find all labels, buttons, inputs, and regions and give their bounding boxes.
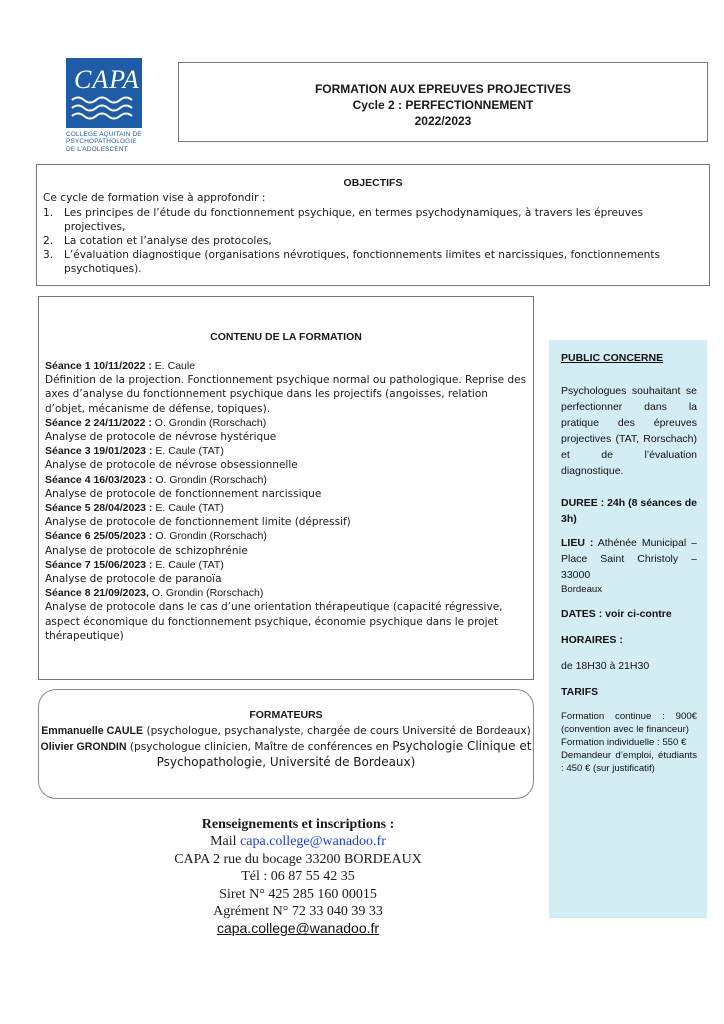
trainers-box — [38, 689, 534, 799]
objectives-intro: Ce cycle de formation vise à approfondir : — [43, 192, 266, 204]
session-header: Séance 8 21/09/2023, O. Grondin (Rorschach) — [45, 587, 264, 600]
info-side-panel — [549, 340, 707, 918]
trainer-2: Olivier GRONDIN (psychologue clinicien, Maître de conférences en Psychologie Clinique et Psychopathologie, Université de Bordeaux) — [40, 739, 532, 769]
contact-agrement: Agrément N° 72 33 040 39 33 — [213, 904, 383, 920]
session-description: Analyse de protocole dans le cas d’une orientation thérapeutique (capacité régressive, aspect économique du fonctionnement psychique, économie psychique dans le projet thérapeutique) — [45, 601, 503, 642]
contact-siret: Siret N° 425 285 160 00015 — [219, 886, 377, 902]
capa-logo — [66, 58, 142, 128]
trainer-1: Emmanuelle CAULE (psychologue, psychanalyste, chargée de cours Université de Bordeaux) — [41, 725, 531, 737]
session-description: Analyse de protocole de fonctionnement narcissique — [45, 487, 322, 500]
logo-caption: COLLEGE AQUITAIN DE PSYCHOPATHOLOGIE DE L'ADOLESCENT — [66, 131, 142, 153]
session-header: Séance 3 19/01/2023 : E. Caule (TAT) — [45, 445, 224, 458]
objective-item: 2. La cotation et l’analyse des protocoles, — [43, 235, 272, 247]
duree: DUREE : 24h (8 séances de 3h) — [561, 497, 697, 525]
lieu: LIEU : Athénée Municipal – Place Saint Christoly – 33000 — [561, 537, 697, 581]
horaires-label: HORAIRES : — [561, 634, 623, 646]
trainers-title: FORMATEURS — [249, 709, 323, 721]
website-link[interactable]: capa.college@wanadoo.fr — [216, 920, 380, 937]
session-header: Séance 2 24/11/2022 : O. Grondin (Rorschach) — [45, 416, 267, 429]
contact-heading: Renseignements et inscriptions : — [201, 817, 395, 832]
trainers-body — [39, 724, 533, 770]
content-box — [38, 296, 534, 680]
tarifs-label: TARIFS — [561, 686, 599, 698]
contact-mail: Mail capa.college@wanadoo.fr — [210, 834, 386, 850]
objectives-list — [43, 206, 703, 276]
mail-link[interactable]: capa.college@wanadoo.fr — [240, 834, 386, 850]
session-header: Séance 7 15/06/2023 : E. Caule (TAT) — [45, 558, 224, 571]
objectives-box — [36, 164, 710, 286]
session-header: Séance 5 28/04/2023 : E. Caule (TAT) — [45, 502, 224, 515]
session-description: Analyse de protocole de schizophrénie — [45, 544, 248, 557]
content-title: CONTENU DE LA FORMATION — [210, 331, 362, 343]
capa-logo-graphic — [66, 58, 142, 128]
logo-text: CAPA — [74, 65, 140, 94]
session-description: Définition de la projection. Fonctionnement psychique normal ou pathologique. Reprise des axes d’analyse du fonctionnement psychique dans les projectifs (angoisses, relation d’objet, mécanisme de défense, topiques). — [45, 374, 527, 415]
contact-tel: Tél : 06 87 55 42 35 — [241, 869, 355, 885]
contact-block — [120, 816, 476, 938]
session-description: Analyse de protocole de névrose hystérique — [45, 431, 277, 444]
objectives-title: OBJECTIFS — [343, 177, 403, 189]
dates: DATES : voir ci-contre — [561, 608, 672, 620]
session-header: Séance 4 16/03/2023 : O. Grondin (Rorschach) — [45, 473, 267, 486]
contact-address: CAPA 2 rue du bocage 33200 BORDEAUX — [174, 851, 422, 867]
session-header: Séance 6 25/05/2023 : O. Grondin (Rorschach) — [45, 530, 267, 543]
title-line-1: FORMATION AUX EPREUVES PROJECTIVES — [314, 82, 572, 96]
objective-item: 1. Les principes de l’étude du fonctionnement psychique, en termes psychodynamiques, à travers les épreuves projectives, — [43, 207, 644, 233]
sessions-list — [45, 359, 529, 643]
tarif-3: Demandeur d’emploi, étudiants : 450 € (sur justificatif) — [561, 750, 697, 774]
objective-item: 3. L’évaluation diagnostique (organisations névrotiques, fonctionnements limites et narcissiques, fonctionnements psychotiques). — [43, 249, 661, 275]
tarif-2: Formation individuelle : 550 € — [561, 737, 687, 748]
tarif-1: Formation continue : 900€ (convention avec le financeur) — [561, 711, 697, 735]
public-text: Psychologues souhaitant se perfectionner dans la pratique des épreuves projectives (TAT, Rorschach) et de l’évaluation diagnostique. — [561, 385, 697, 477]
horaires-text: de 18H30 à 21H30 — [561, 660, 650, 672]
title-line-2: Cycle 2 : PERFECTIONNEMENT — [352, 98, 534, 112]
session-header: Séance 1 10/11/2022 : E. Caule — [45, 360, 196, 372]
session-description: Analyse de protocole de névrose obsessionnelle — [45, 459, 298, 472]
session-description: Analyse de protocole de fonctionnement limite (dépressif) — [45, 516, 351, 529]
public-label: PUBLIC CONCERNE — [561, 352, 664, 364]
session-description: Analyse de protocole de paranoïa — [45, 573, 222, 586]
lieu-city: Bordeaux — [561, 584, 603, 595]
title-box — [178, 62, 708, 142]
title-line-3: 2022/2023 — [414, 114, 472, 128]
